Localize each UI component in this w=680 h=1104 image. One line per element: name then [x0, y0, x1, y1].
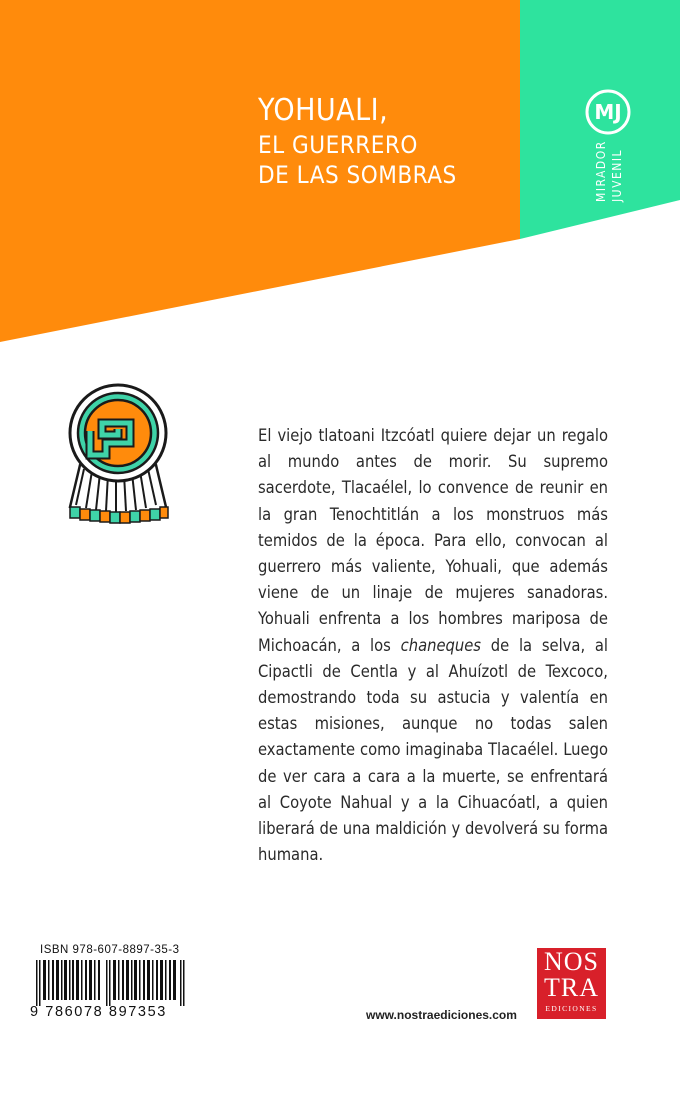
publisher-website-link[interactable]: www.nostraediciones.com	[366, 1008, 517, 1022]
nostra-ediciones-logo	[537, 948, 606, 1019]
barcode-icon	[36, 960, 186, 1006]
barcode-digits: 9 786078 897353	[30, 1004, 167, 1020]
collection-name-line-1: MIRADOR	[594, 140, 608, 202]
synopsis-part-2: de la selva, al Cipactli de Centla y al Ahuízotl de Texcoco, demostrando toda su astucia y valentía en estas misiones, aunque no todas salen exactamente como imaginaba Tlacaélel. Luego de ver cara a cara a la muerte, se enfrentará al Coyote Nahual y a la Cihuacóatl, a quien liberará de una maldición y devolverá su forma humana.	[258, 635, 609, 865]
synopsis-italic-word: chaneques	[400, 635, 481, 655]
isbn-barcode	[30, 944, 190, 1024]
publisher-logo-line-3: EDICIONES	[545, 1004, 598, 1013]
publisher-logo-line-2: TRA	[544, 973, 599, 1002]
mirador-juvenil-logo-icon	[584, 88, 632, 136]
synopsis-part-1: El viejo tlatoani Itzcóatl quiere dejar un regalo al mundo antes de morir. Su supremo sacerdote, Tlacaélel, lo convence de reunir en la gran Tenochtitlán a los monstruos más temidos de la época. Para ello, convocan al guerrero más valiente, Yohuali, que además viene de un linaje de mujeres sanadoras. Yohuali enfrenta a los hombres mariposa de Michoacán, a los	[258, 426, 608, 655]
publisher-logo-line-1: NOS	[543, 947, 599, 976]
logo-text: MJ	[594, 100, 622, 124]
title-line-1: YOHUALI,	[258, 93, 389, 128]
title-line-2: EL GUERRERO	[258, 131, 418, 159]
book-title	[258, 92, 457, 190]
synopsis-text	[258, 423, 608, 868]
collection-name-line-2: JUVENIL	[610, 148, 624, 202]
title-line-3: DE LAS SOMBRAS	[258, 161, 457, 189]
isbn-label: ISBN 978-607-8897-35-3	[40, 944, 180, 956]
aztec-glyph-illustration-icon	[58, 383, 178, 528]
